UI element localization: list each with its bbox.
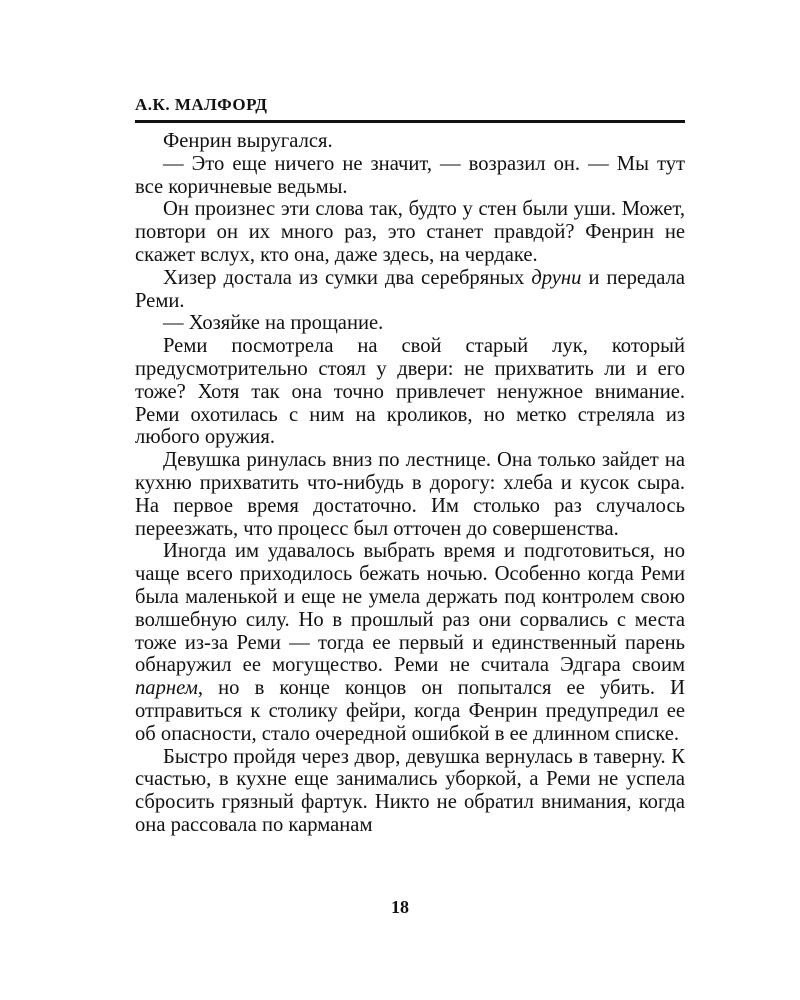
paragraph-6: Реми посмотрела на свой старый лук, который предусмотрительно стоял у двери: не прихватить ли и его тоже? Хотя так она точно привлечет ненужное внимание. Реми охотилась с ним на кроликов, но метко стреляла из любого оружия.: [135, 335, 685, 449]
paragraph-3: Он произнес эти слова так, будто у стен были уши. Может, повтори он их много раз, это станет правдой? Фенрин не скажет вслух, кто она, даже здесь, на чердаке.: [135, 198, 685, 266]
paragraph-2: — Это еще ничего не значит, — возразил он. — Мы тут все коричневые ведьмы.: [135, 152, 685, 198]
italic-word-parnem: парнем: [135, 677, 198, 700]
page-number: 18: [391, 897, 409, 917]
italic-word-druni: друни: [531, 266, 582, 289]
header-rule: [135, 120, 685, 123]
paragraph-4: Хизер достала из сумки два серебряных друни и передала Реми.: [135, 266, 685, 312]
body-text: [135, 130, 685, 837]
paragraph-5: — Хозяйке на прощание.: [163, 312, 384, 335]
paragraph-7: Девушка ринулась вниз по лестнице. Она только зайдет на кухню прихватить что-нибудь в дорогу: хлеба и кусок сыра. На первое время достаточно. Им столько раз случалось переезжать, что процесс был отточен до совершенства.: [135, 449, 685, 540]
running-header: А.К. МАЛФОРД: [135, 95, 268, 114]
paragraph-8: Иногда им удавалось выбрать время и подготовиться, но чаще всего приходилось бежать ночью. Особенно когда Реми была маленькой и еще не умела держать под контролем свою волшебную силу. Но в прошлый раз они сорвались с места тоже из-за Реми — тогда ее первый и единственный парень обнаружил ее могущество. Реми не считала Эдгара своим парнем, но в конце концов он попытался ее убить. И отправиться к столику фейри, когда Фенрин предупредил ее об опасности, стало очередной ошибкой в ее длинном списке.: [135, 540, 685, 745]
paragraph-1: Фенрин выругался.: [163, 130, 333, 152]
paragraph-9: Быстро пройдя через двор, девушка вернулась в таверну. К счастью, в кухне еще занимались уборкой, а Реми не успела сбросить грязный фартук. Никто не обратил внимания, когда она рассовала по карманам: [135, 745, 685, 836]
